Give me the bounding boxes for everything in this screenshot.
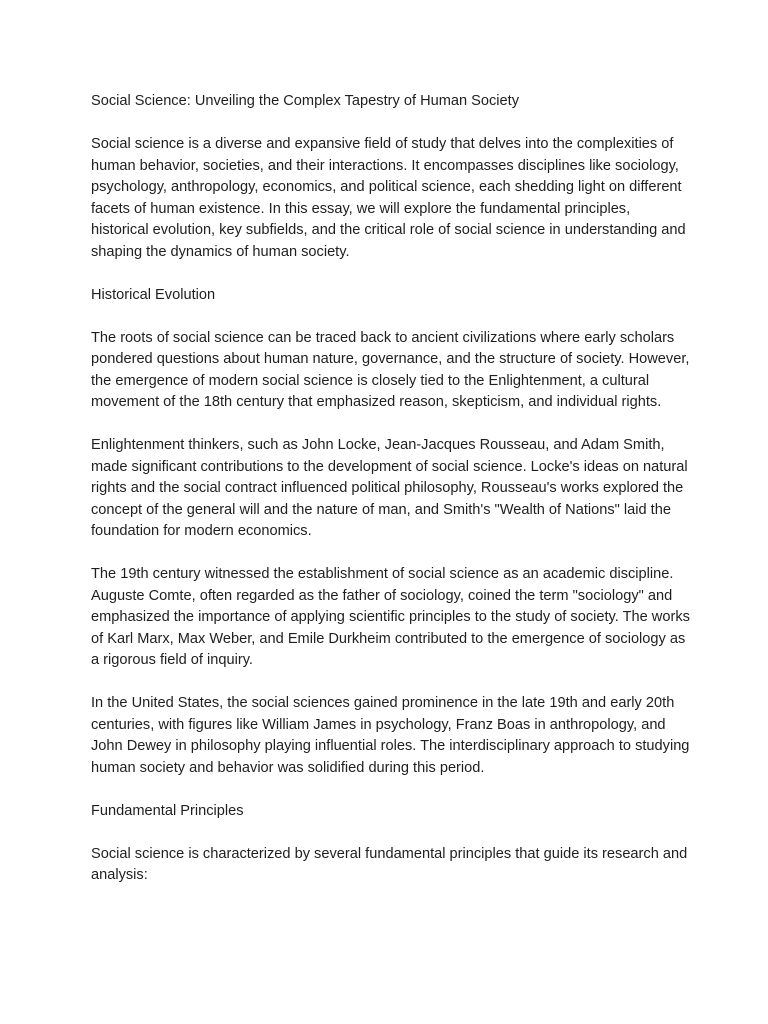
paragraph: Social science is characterized by several fundamental principles that guide its research and analysis: — [91, 845, 688, 883]
section-heading-fundamental-principles: Fundamental Principles — [91, 802, 244, 819]
section-heading-historical-evolution: Historical Evolution — [91, 286, 216, 303]
paragraph: In the United States, the social sciences gained prominence in the late 19th and early 20th centuries, with figures like William James in psychology, Franz Boas in anthropology, and John Dewey in philosophy playing influential roles. The interdisciplinary approach to studying human society and behavior was solidified during this period. — [91, 695, 690, 776]
paragraph: Enlightenment thinkers, such as John Locke, Jean-Jacques Rousseau, and Adam Smith, made significant contributions to the development of social science. Locke's ideas on natural rights and the social contract influenced political philosophy, Rousseau's works explored the concept of the general will and the nature of man, and Smith's "Wealth of Nations" laid the foundation for modern economics. — [91, 437, 688, 539]
paragraph: The 19th century witnessed the establishment of social science as an academic discipline. Auguste Comte, often regarded as the father of sociology, coined the term "sociology" and emphasized the importance of applying scientific principles to the study of society. The works of Karl Marx, Max Weber, and Emile Durkheim contributed to the emergence of sociology as a rigorous field of inquiry. — [91, 566, 690, 668]
intro-paragraph: Social science is a diverse and expansive field of study that delves into the complexities of human behavior, societies, and their interactions. It encompasses disciplines like sociology, psychology, anthropology, economics, and political science, each shedding light on different facets of human existence. In this essay, we will explore the fundamental principles, historical evolution, key subfields, and the critical role of social science in understanding and shaping the dynamics of human society. — [91, 136, 686, 260]
document-page — [91, 91, 691, 908]
paragraph: The roots of social science can be traced back to ancient civilizations where early scholars pondered questions about human nature, governance, and the structure of society. However, the emergence of modern social science is closely tied to the Enlightenment, a cultural movement of the 18th century that emphasized reason, skepticism, and individual rights. — [91, 329, 690, 410]
document-title: Social Science: Unveiling the Complex Tapestry of Human Society — [91, 93, 520, 109]
